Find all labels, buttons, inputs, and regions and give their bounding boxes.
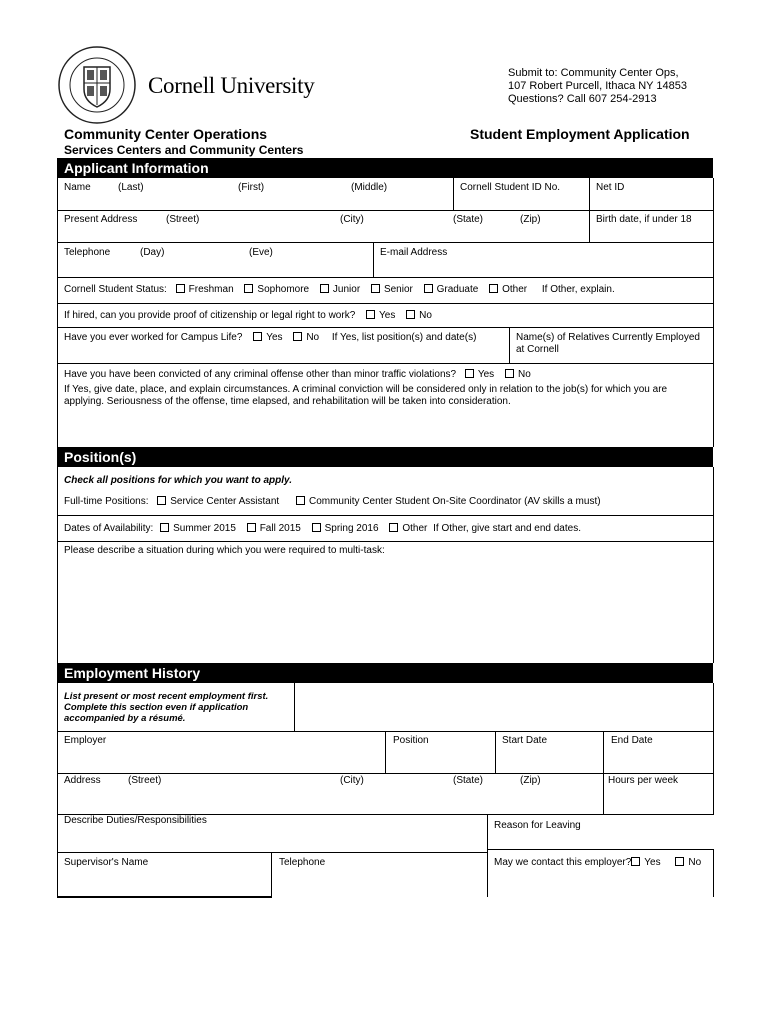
contact-employer-question: May we contact this employer?	[494, 857, 632, 868]
email-label: E-mail Address	[380, 247, 448, 258]
checkbox-icon	[293, 332, 302, 341]
status-senior[interactable]: Senior	[371, 284, 413, 295]
middle-name-label: (Middle)	[351, 182, 388, 193]
student-status-row	[64, 284, 615, 296]
eve-phone-label: (Eve)	[249, 247, 273, 258]
employer-label: Employer	[64, 735, 107, 746]
checkbox-icon	[675, 857, 684, 866]
divider	[57, 303, 714, 304]
checkbox-icon	[406, 310, 415, 319]
supervisor-label: Supervisor's Name	[64, 857, 149, 868]
street-label: (Street)	[166, 214, 200, 225]
divider	[495, 731, 496, 773]
form-title: Student Employment Application	[470, 126, 690, 142]
employer-address-label: Address	[64, 775, 101, 786]
fulltime-label: Full-time Positions:	[64, 496, 149, 507]
form-border-right	[713, 178, 714, 447]
reason-leaving-label: Reason for Leaving	[494, 820, 581, 831]
campus-life-yes[interactable]: Yes	[253, 332, 282, 343]
checkbox-icon	[389, 523, 398, 532]
availability-other-note: If Other, give start and end dates.	[433, 523, 581, 534]
citizenship-no[interactable]: No	[406, 310, 432, 321]
divider	[57, 327, 714, 328]
divider	[294, 683, 295, 731]
start-date-label: Start Date	[502, 735, 548, 746]
checkbox-icon	[253, 332, 262, 341]
department-title: Community Center Operations	[64, 126, 268, 142]
campus-life-row	[64, 332, 476, 344]
divider	[487, 814, 488, 897]
checkbox-icon	[489, 284, 498, 293]
department-subtitle: Services Centers and Community Centers	[64, 143, 304, 157]
relatives-label: Name(s) of Relatives Currently Employed at Cornell	[516, 332, 700, 355]
conviction-note-2: applying. Seriousness of the offense, time elapsed, and rehabilitation will be taken into consideration.	[64, 396, 511, 407]
form-border-right	[713, 849, 714, 897]
divider	[57, 210, 714, 211]
checkbox-icon	[371, 284, 380, 293]
contact-no[interactable]: No	[675, 857, 701, 868]
checkbox-icon	[244, 284, 253, 293]
divider	[57, 277, 714, 278]
divider	[509, 327, 510, 363]
checkbox-icon	[465, 369, 474, 378]
checkbox-icon	[247, 523, 256, 532]
employer-telephone-label: Telephone	[279, 857, 326, 868]
student-status-label: Cornell Student Status:	[64, 284, 167, 295]
divider	[57, 242, 714, 243]
submit-address: Submit to: Community Center Ops, 107 Robert Purcell, Ithaca NY 14853 Questions? Call 607 254-2913	[508, 67, 687, 105]
position-service-center-assistant[interactable]: Service Center Assistant	[157, 496, 279, 507]
status-sophomore[interactable]: Sophomore	[244, 284, 309, 295]
divider	[57, 852, 487, 853]
availability-label: Dates of Availability:	[64, 523, 154, 534]
divider	[57, 515, 714, 516]
divider	[453, 178, 454, 210]
form-border-right	[713, 467, 714, 663]
present-address-label: Present Address	[64, 214, 138, 225]
positions-instruction: Check all positions for which you want to apply.	[64, 475, 292, 486]
last-name-label: (Last)	[118, 182, 144, 193]
divider	[271, 852, 272, 897]
divider	[385, 731, 386, 773]
checkbox-icon	[157, 496, 166, 505]
divider	[57, 541, 714, 542]
duties-label: Describe Duties/Responsibilities	[64, 815, 207, 826]
applicant-section-header: Applicant Information	[57, 158, 713, 178]
divider	[57, 363, 714, 364]
university-seal	[57, 45, 137, 125]
divider	[57, 896, 272, 898]
availability-row	[64, 523, 581, 535]
availability-other[interactable]: Other	[389, 523, 427, 534]
checkbox-icon	[176, 284, 185, 293]
status-junior[interactable]: Junior	[320, 284, 360, 295]
multitask-question: Please describe a situation during which you were required to multi-task:	[64, 545, 385, 556]
fulltime-row	[64, 496, 601, 508]
positions-section-header: Position(s)	[57, 447, 713, 467]
form-border-left	[57, 178, 58, 447]
conviction-question: Have you have been convicted of any criminal offense other than minor traffic violations?	[64, 369, 457, 380]
checkbox-icon	[320, 284, 329, 293]
campus-life-no[interactable]: No	[293, 332, 319, 343]
hours-per-week-label: Hours per week	[608, 775, 679, 786]
end-date-label: End Date	[611, 735, 653, 746]
employer-street-label: (Street)	[128, 775, 162, 786]
birth-date-label: Birth date, if under 18	[596, 214, 692, 225]
citizenship-yes[interactable]: Yes	[366, 310, 395, 321]
form-border-left	[57, 467, 58, 663]
conviction-yes[interactable]: Yes	[465, 369, 494, 380]
conviction-note-1: If Yes, give date, place, and explain circumstances. A criminal conviction will be considered only in relation to the job(s) for which you are	[64, 384, 668, 395]
divider	[373, 242, 374, 277]
availability-summer[interactable]: Summer 2015	[160, 523, 236, 534]
citizenship-question: If hired, can you provide proof of citizenship or legal right to work?	[64, 310, 356, 321]
status-other[interactable]: Other	[489, 284, 527, 295]
employment-note: List present or most recent employment first. Complete this section even if application accompanied by a résumé.	[64, 691, 269, 724]
form-border-left	[57, 683, 58, 897]
net-id-label: Net ID	[596, 182, 625, 193]
checkbox-icon	[631, 857, 640, 866]
campus-life-if-yes: If Yes, list position(s) and date(s)	[331, 332, 477, 343]
contact-employer-row	[494, 857, 701, 869]
citizenship-row	[64, 310, 440, 322]
first-name-label: (First)	[238, 182, 265, 193]
divider	[487, 849, 714, 850]
contact-yes[interactable]: Yes	[631, 857, 660, 868]
day-phone-label: (Day)	[140, 247, 165, 258]
checkbox-icon	[296, 496, 305, 505]
conviction-row	[64, 369, 539, 381]
status-graduate[interactable]: Graduate	[424, 284, 479, 295]
checkbox-icon	[366, 310, 375, 319]
name-label: Name	[64, 182, 91, 193]
zip-label: (Zip)	[520, 214, 541, 225]
employer-zip-label: (Zip)	[520, 775, 541, 786]
divider	[57, 773, 714, 774]
campus-life-question: Have you ever worked for Campus Life?	[64, 332, 243, 343]
state-label: (State)	[453, 214, 484, 225]
availability-fall[interactable]: Fall 2015	[247, 523, 301, 534]
position-onsite-coordinator[interactable]: Community Center Student On-Site Coordinator (AV skills a must)	[296, 496, 601, 507]
position-label: Position	[393, 735, 429, 746]
employment-section-header: Employment History	[57, 663, 713, 683]
availability-spring[interactable]: Spring 2016	[312, 523, 379, 534]
checkbox-icon	[424, 284, 433, 293]
employer-city-label: (City)	[340, 775, 364, 786]
conviction-no[interactable]: No	[505, 369, 531, 380]
form-border-right	[713, 683, 714, 815]
university-name: Cornell University	[148, 73, 315, 98]
checkbox-icon	[160, 523, 169, 532]
checkbox-icon	[312, 523, 321, 532]
student-id-label: Cornell Student ID No.	[460, 182, 561, 193]
status-other-explain: If Other, explain.	[541, 284, 615, 295]
checkbox-icon	[505, 369, 514, 378]
telephone-label: Telephone	[64, 247, 111, 258]
city-label: (City)	[340, 214, 364, 225]
status-freshman[interactable]: Freshman	[176, 284, 234, 295]
employer-state-label: (State)	[453, 775, 484, 786]
